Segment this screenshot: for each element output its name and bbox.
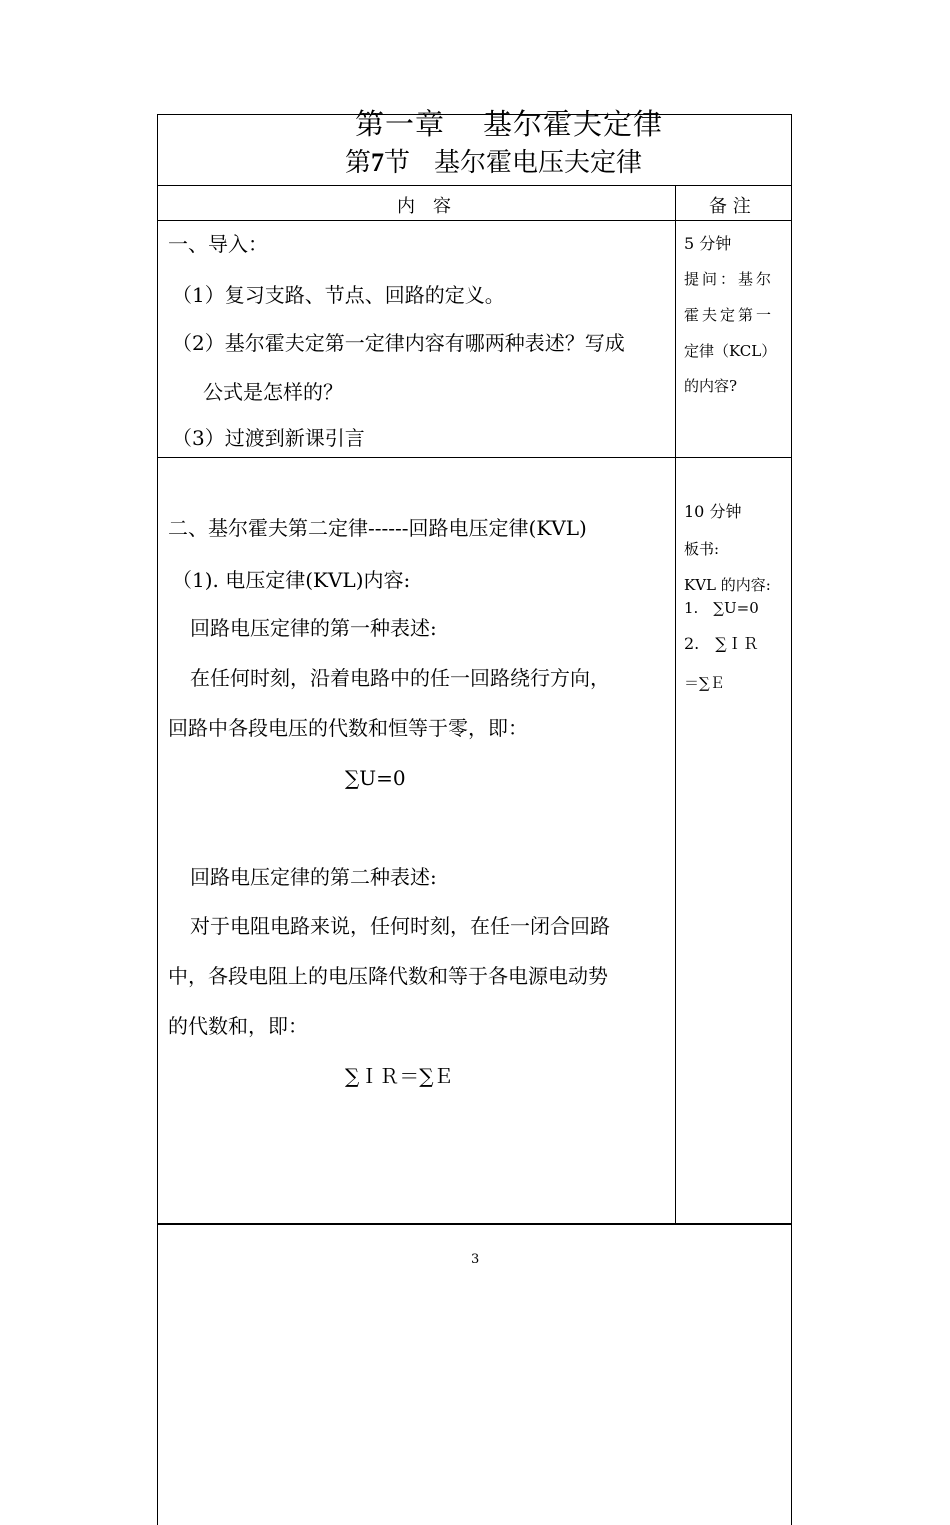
intro-item-2: （2）基尔霍夫定第一定律内容有哪两种表述？写成 <box>172 331 625 355</box>
intro-item-2-cont: 公式是怎样的？ <box>203 380 343 404</box>
note-kvl-2-cont: ＝∑Ｅ <box>684 674 725 692</box>
intro-item-1: （1）复习支路、节点、回路的定义。 <box>172 283 505 307</box>
note-kvl-1: 1. ∑U=0 <box>684 599 759 617</box>
header-content: 内 容 <box>397 196 451 217</box>
section-title: 第7节 基尔霍电压夫定律 <box>345 148 643 178</box>
kvl-subheading: （1). 电压定律(KVL)内容: <box>172 568 411 592</box>
kvl-statement-1-label: 回路电压定律的第一种表述: <box>190 616 437 640</box>
chapter-title: 第一章 基尔霍夫定律 <box>355 107 664 141</box>
kvl-statement-2-label: 回路电压定律的第二种表述: <box>190 865 437 889</box>
note-duration-2: 10 分钟 <box>684 502 742 521</box>
kvl-statement-1-line2: 回路中各段电压的代数和恒等于零，即： <box>168 716 528 740</box>
title-divider <box>157 185 791 186</box>
note-question-2: 霍夫定第一 <box>684 306 775 324</box>
kvl-statement-2-line2: 中，各段电阻上的电压降代数和等于各电源电动势 <box>168 964 608 988</box>
kvl-formula-1: ∑U=0 <box>345 766 406 790</box>
row-divider <box>157 457 791 458</box>
table-frame <box>157 114 792 1525</box>
page-number: 3 <box>471 1252 480 1267</box>
kvl-formula-2: ∑ＩＲ＝∑Ｅ <box>345 1064 454 1088</box>
note-question-1: 提问：基尔 <box>684 270 775 288</box>
header-remarks: 备 注 <box>709 196 751 217</box>
table-bottom-border <box>157 1223 792 1225</box>
note-question-3: 定律（KCL） <box>684 342 777 360</box>
kvl-statement-2-line3: 的代数和，即： <box>168 1014 308 1038</box>
note-kvl-2: 2. ∑ＩＲ <box>684 634 759 653</box>
kvl-statement-2-line1: 对于电阻电路来说，任何时刻，在任一闭合回路 <box>190 914 610 938</box>
note-kvl-content: KVL 的内容: <box>684 576 771 594</box>
column-divider <box>675 185 676 1224</box>
kvl-statement-1-line1: 在任何时刻，沿着电路中的任一回路绕行方向， <box>190 666 610 690</box>
kvl-heading: 二、基尔霍夫第二定律------回路电压定律(KVL) <box>168 516 587 540</box>
note-board: 板书: <box>684 540 720 558</box>
note-duration-1: 5 分钟 <box>684 234 732 253</box>
note-question-4: 的内容? <box>684 377 738 395</box>
intro-item-3: （3）过渡到新课引言 <box>172 426 365 450</box>
intro-heading: 一、导入： <box>168 232 268 256</box>
header-divider <box>157 220 791 221</box>
